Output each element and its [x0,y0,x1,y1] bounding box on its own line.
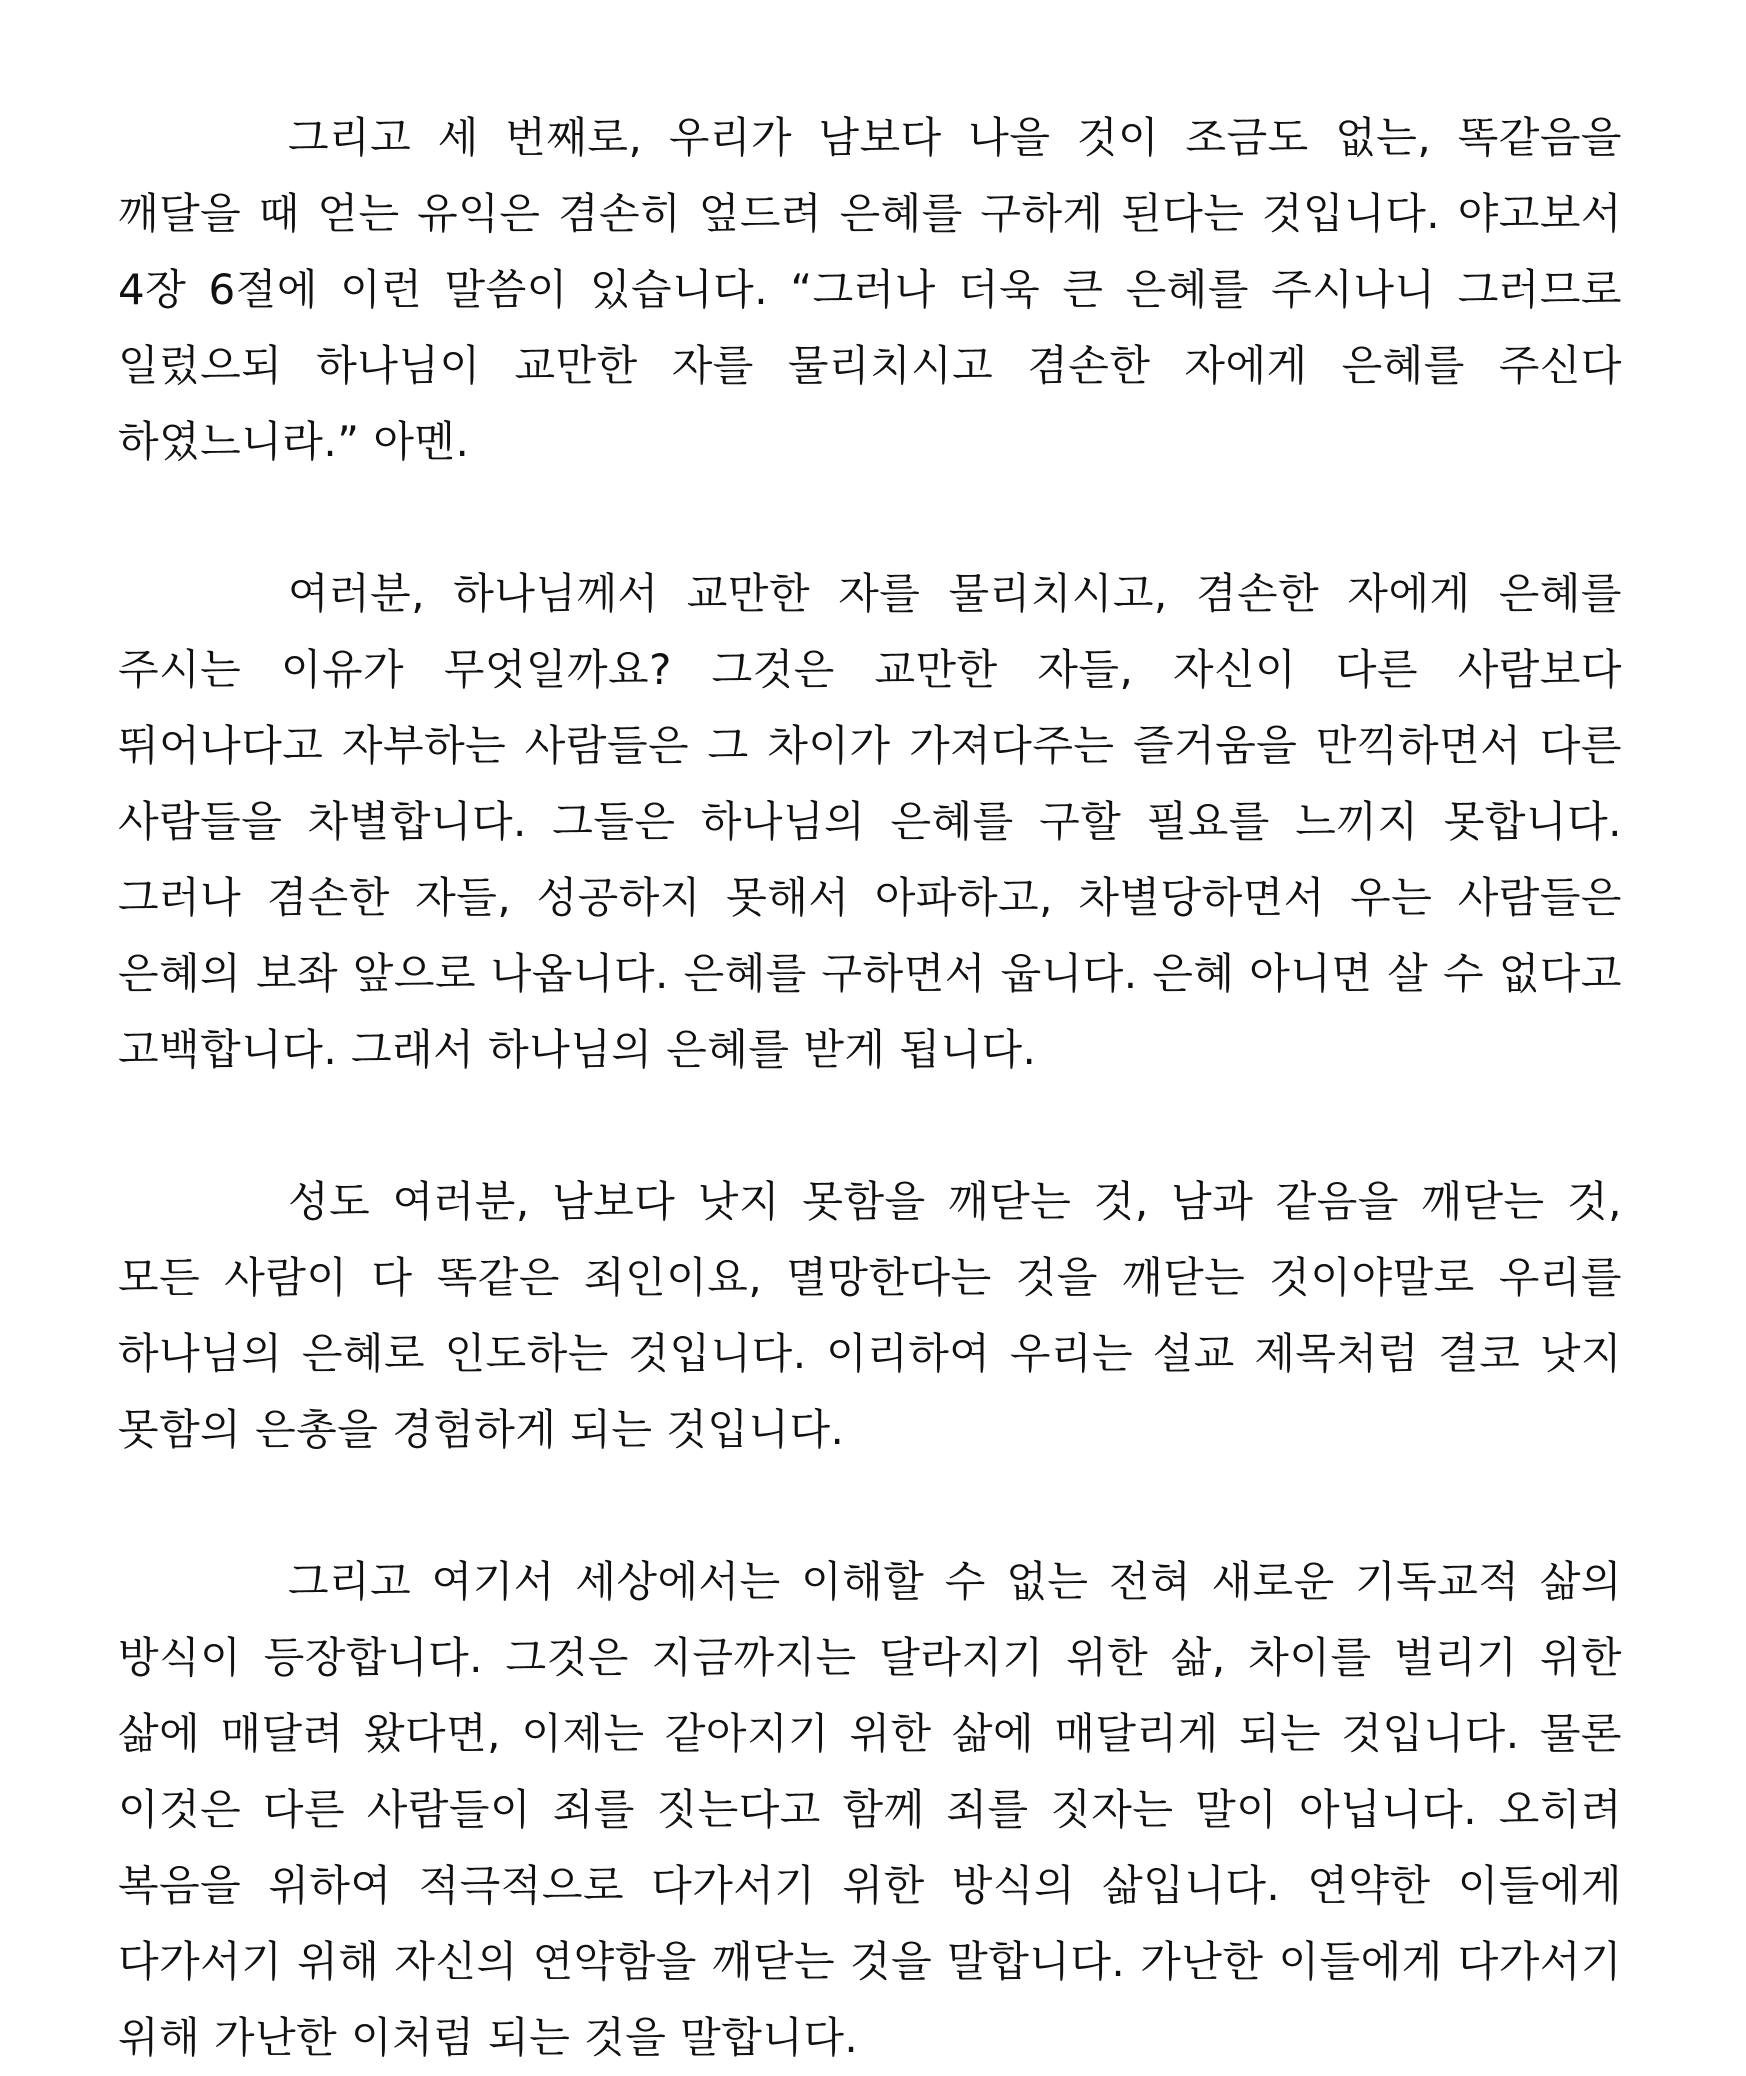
paragraph: 성도 여러분, 남보다 낫지 못함을 깨닫는 것, 남과 같음을 깨닫는 것, 모든 사람이 다 똑같은 죄인이요, 멸망한다는 것을 깨닫는 것이야말로 우리를 하나님의 은혜로 인도하는 것입니다. 이리하여 우리는 설교 제목처럼 결코 낫지 못함의 은총을 경험하게 되는 것입니다. [118,1177,1622,1454]
document-page [118,100,1622,2076]
paragraph: 여러분, 하나님께서 교만한 자를 물리치시고, 겸손한 자에게 은혜를 주시는 이유가 무엇일까요? 그것은 교만한 자들, 자신이 다른 사람보다 뛰어나다고 자부하는 사람들은 그 차이가 가져다주는 즐거움을 만끽하면서 다른 사람들을 차별합니다. 그들은 하나님의 은혜를 구할 필요를 느끼지 못합니다. 그러나 겸손한 자들, 성공하지 못해서 아파하고, 차별당하면서 우는 사람들은 은혜의 보좌 앞으로 나옵니다. 은혜를 구하면서 웁니다. 은혜 아니면 살 수 없다고 고백합니다. 그래서 하나님의 은혜를 받게 됩니다. [118,569,1622,1074]
paragraph: 그리고 세 번째로, 우리가 남보다 나을 것이 조금도 없는, 똑같음을 깨달을 때 얻는 유익은 겸손히 엎드려 은혜를 구하게 된다는 것입니다. 야고보서 4장 6절에 이런 말씀이 있습니다. “그러나 더욱 큰 은혜를 주시나니 그러므로 일렀으되 하나님이 교만한 자를 물리치시고 겸손한 자에게 은혜를 주신다 하였느니라.” 아멘. [118,113,1622,466]
paragraph: 그리고 여기서 세상에서는 이해할 수 없는 전혀 새로운 기독교적 삶의 방식이 등장합니다. 그것은 지금까지는 달라지기 위한 삶, 차이를 벌리기 위한 삶에 매달려 왔다면, 이제는 같아지기 위한 삶에 매달리게 되는 것입니다. 물론 이것은 다른 사람들이 죄를 짓는다고 함께 죄를 짓자는 말이 아닙니다. 오히려 복음을 위하여 적극적으로 다가서기 위한 방식의 삶입니다. 연약한 이들에게 다가서기 위해 자신의 연약함을 깨닫는 것을 말합니다. 가난한 이들에게 다가서기 위해 가난한 이처럼 되는 것을 말합니다. [118,1557,1622,2062]
